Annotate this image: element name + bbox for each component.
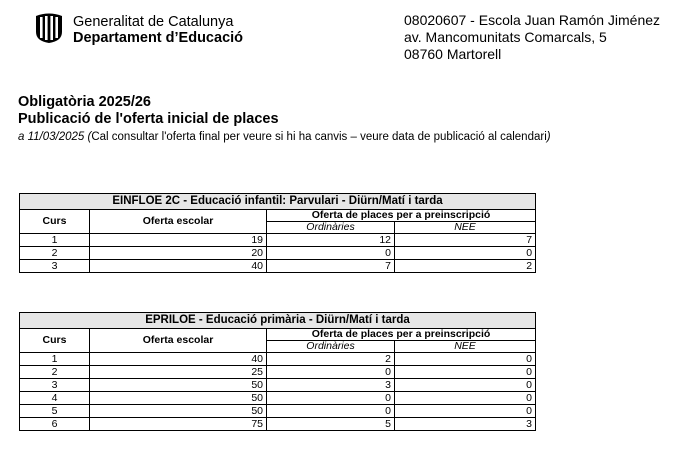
cell-ordinaries: 0 xyxy=(267,247,395,260)
org-line-2: Departament d’Educació xyxy=(73,30,244,46)
column-header-oferta: Oferta escolar xyxy=(90,210,267,234)
table-row xyxy=(20,247,536,260)
cell-curs: 6 xyxy=(20,418,90,431)
table-row xyxy=(20,234,536,247)
table-title: EPRILOE - Educació primària - Diürn/Matí i tarda xyxy=(20,313,536,329)
cell-oferta: 20 xyxy=(90,247,267,260)
column-header-nee: NEE xyxy=(395,222,536,234)
column-header-curs: Curs xyxy=(20,210,90,234)
cell-curs: 1 xyxy=(20,353,90,366)
cell-oferta: 19 xyxy=(90,234,267,247)
table-row xyxy=(20,353,536,366)
cell-nee: 2 xyxy=(395,260,536,273)
cell-curs: 2 xyxy=(20,247,90,260)
publication-date xyxy=(18,129,551,145)
page-heading xyxy=(18,94,551,145)
cell-ordinaries: 12 xyxy=(267,234,395,247)
cell-ordinaries: 0 xyxy=(267,366,395,379)
cell-oferta: 50 xyxy=(90,379,267,392)
date-note: Cal consultar l'oferta final per veure si hi ha canvis – veure data de publicació al calendari xyxy=(91,131,547,143)
cell-ordinaries: 7 xyxy=(267,260,395,273)
cell-nee: 0 xyxy=(395,405,536,418)
column-header-oferta: Oferta escolar xyxy=(90,329,267,353)
column-header-ordinaries: Ordinàries xyxy=(267,222,395,234)
column-header-ordinaries: Ordinàries xyxy=(267,341,395,353)
cell-nee: 0 xyxy=(395,379,536,392)
table-row xyxy=(20,260,536,273)
offer-table-primaria xyxy=(19,312,536,431)
cell-oferta: 40 xyxy=(90,353,267,366)
cell-oferta: 40 xyxy=(90,260,267,273)
org-line-1: Generalitat de Catalunya xyxy=(73,14,234,30)
table-row xyxy=(20,379,536,392)
date-prefix: a 11/03/2025 ( xyxy=(18,131,92,143)
table-row xyxy=(20,405,536,418)
cell-ordinaries: 0 xyxy=(267,405,395,418)
cell-oferta: 50 xyxy=(90,405,267,418)
cell-oferta: 25 xyxy=(90,366,267,379)
date-suffix: ) xyxy=(546,131,551,143)
cell-nee: 0 xyxy=(395,353,536,366)
column-header-curs: Curs xyxy=(20,329,90,353)
table-row xyxy=(20,418,536,431)
organization-name xyxy=(73,14,243,46)
cell-curs: 1 xyxy=(20,234,90,247)
cell-curs: 4 xyxy=(20,392,90,405)
page-subtitle: Publicació de l'oferta inicial de places xyxy=(18,111,279,127)
table-title: EINFLOE 2C - Educació infantil: Parvulari - Diürn/Matí i tarda xyxy=(20,194,536,210)
school-city: 08760 Martorell xyxy=(404,46,502,62)
cell-curs: 5 xyxy=(20,405,90,418)
cell-ordinaries: 3 xyxy=(267,379,395,392)
cell-oferta: 75 xyxy=(90,418,267,431)
generalitat-logo-icon xyxy=(34,12,64,44)
column-header-preinscripcio: Oferta de places per a preinscripció xyxy=(267,329,536,341)
cell-curs: 3 xyxy=(20,379,90,392)
cell-nee: 3 xyxy=(395,418,536,431)
cell-nee: 7 xyxy=(395,234,536,247)
school-address xyxy=(404,12,660,63)
column-header-nee: NEE xyxy=(395,341,536,353)
school-street: av. Mancomunitats Comarcals, 5 xyxy=(404,29,607,45)
cell-ordinaries: 2 xyxy=(267,353,395,366)
offer-table-infantil xyxy=(19,193,536,273)
cell-curs: 3 xyxy=(20,260,90,273)
cell-nee: 0 xyxy=(395,392,536,405)
school-code-name: 08020607 - Escola Juan Ramón Jiménez xyxy=(404,12,661,28)
cell-curs: 2 xyxy=(20,366,90,379)
table-row xyxy=(20,366,536,379)
cell-ordinaries: 5 xyxy=(267,418,395,431)
table-row xyxy=(20,392,536,405)
cell-nee: 0 xyxy=(395,366,536,379)
column-header-preinscripcio: Oferta de places per a preinscripció xyxy=(267,210,536,222)
page-title: Obligatòria 2025/26 xyxy=(18,94,151,110)
cell-ordinaries: 0 xyxy=(267,392,395,405)
cell-oferta: 50 xyxy=(90,392,267,405)
cell-nee: 0 xyxy=(395,247,536,260)
